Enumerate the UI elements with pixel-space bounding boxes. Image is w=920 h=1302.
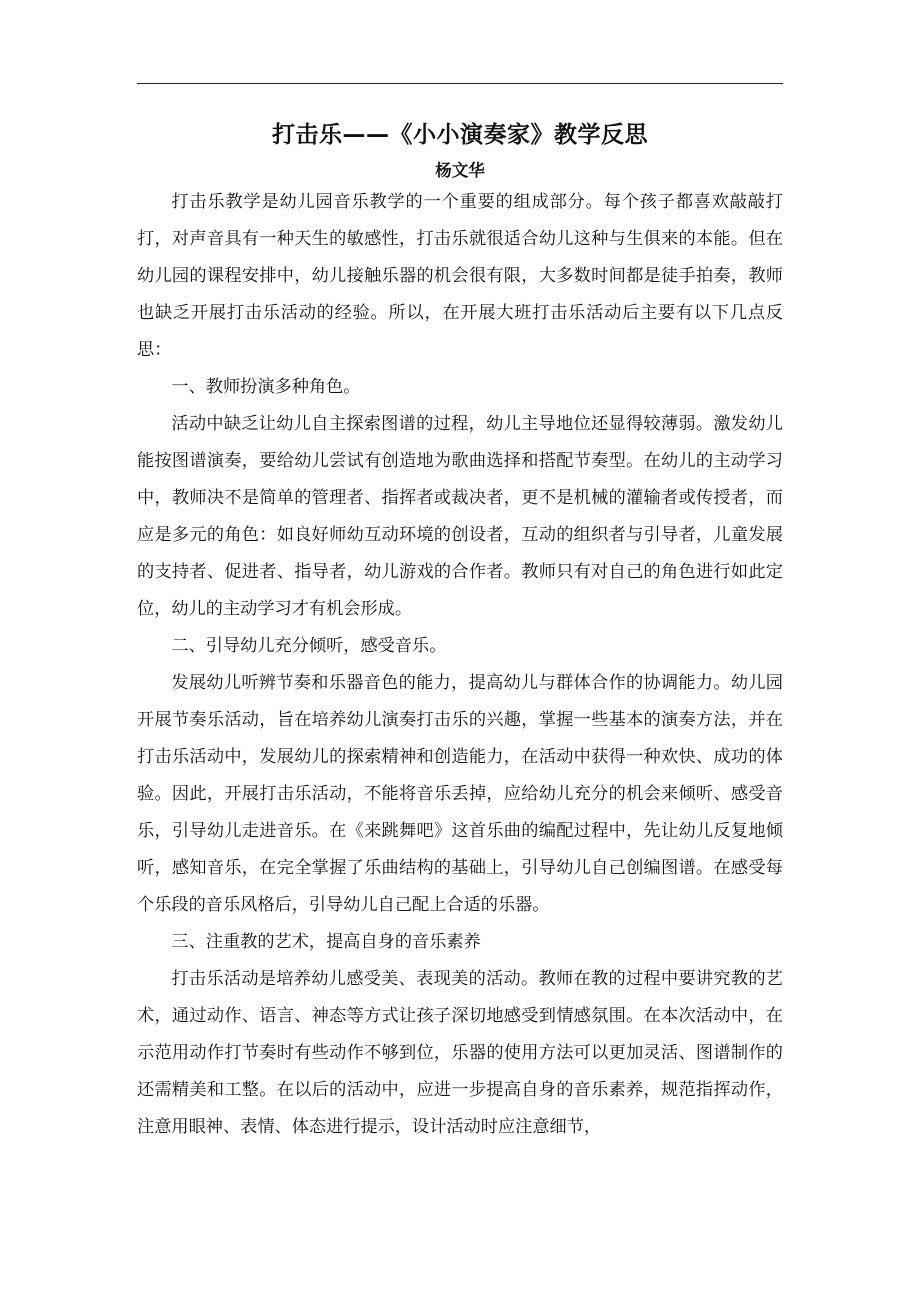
paragraph-section-1: 活动中缺乏让幼儿自主探索图谱的过程，幼儿主导地位还显得较薄弱。激发幼儿能按图谱演奏，要给幼儿尝试有创造地为歌曲选择和搭配节奏型。在幼儿的主动学习中，教师决不是简单的管理者、指挥者或裁决者，更不是机械的灌输者或传授者，而应是多元的角色：如良好师幼互动环境的创设者，互动的组织者与引导者，儿童发展的支持者、促进者、指导者，幼儿游戏的合作者。教师只有对自己的角色进行如此定位，幼儿的主动学习才有机会形成。 [137, 414, 783, 619]
header-rule [137, 83, 783, 84]
section-heading-3: 三、注重教的艺术，提高自身的音乐素养 [171, 932, 481, 952]
section-heading-2: 二、引导幼儿充分倾听，感受音乐。 [171, 636, 447, 656]
document-body [137, 184, 783, 1146]
document-title: 打击乐——《小小演奏家》教学反思 [272, 122, 648, 148]
paragraph-section-3: 打击乐活动是培养幼儿感受美、表现美的活动。教师在教的过程中要讲究教的艺术，通过动作、语言、神态等方式让孩子深切地感受到情感氛围。在本次活动中，在示范用动作打节奏时有些动作不够到位，乐器的使用方法可以更加灵活、图谱制作的还需精美和工整。在以后的活动中，应进一步提高自身的音乐素养，规范指挥动作，注意用眼神、表情、体态进行提示，设计活动时应注意细节， [137, 969, 783, 1137]
section-heading-1: 一、教师扮演多种角色。 [171, 377, 361, 397]
paragraph-intro: 打击乐教学是幼儿园音乐教学的一个重要的组成部分。每个孩子都喜欢敲敲打打，对声音具有一种天生的敏感性，打击乐就很适合幼儿这种与生俱来的本能。但在幼儿园的课程安排中，幼儿接触乐器的机会很有限，大多数时间都是徒手拍奏，教师也缺乏开展打击乐活动的经验。所以，在开展大班打击乐活动后主要有以下几点反思： [137, 192, 783, 360]
document-author: 杨文华 [435, 161, 485, 180]
paragraph-section-2: 发展幼儿听辨节奏和乐器音色的能力，提高幼儿与群体合作的协调能力。幼儿园开展节奏乐活动，旨在培养幼儿演奏打击乐的兴趣，掌握一些基本的演奏方法，并在打击乐活动中，发展幼儿的探索精神和创造能力，在活动中获得一种欢快、成功的体验。因此，开展打击乐活动，不能将音乐丢掉，应给幼儿充分的机会来倾听、感受音乐，引导幼儿走进音乐。在《来跳舞吧》这首乐曲的编配过程中，先让幼儿反复地倾听，感知音乐，在完全掌握了乐曲结构的基础上，引导幼儿自己创编图谱。在感受每个乐段的音乐风格后，引导幼儿自己配上合适的乐器。 [137, 673, 783, 915]
